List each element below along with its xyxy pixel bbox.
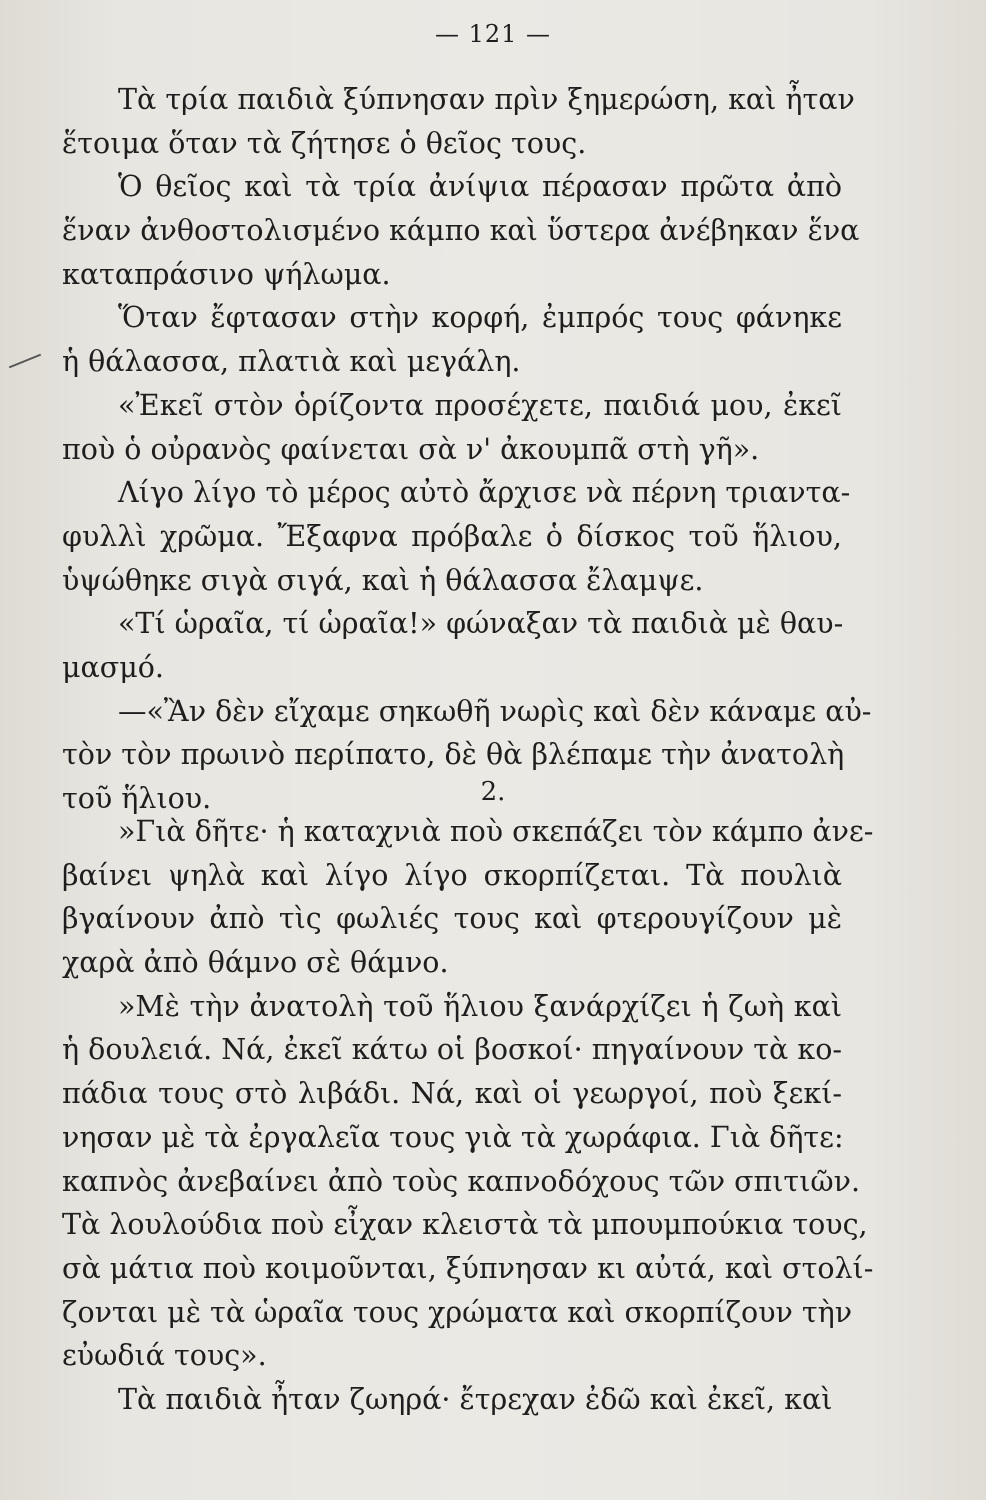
section-number: 2. [480,777,506,807]
text-line: βαίνει ψηλὰ καὶ λίγο λίγο σκορπίζεται. Τὰ πουλιὰ [62,858,842,892]
text-line: Λίγο λίγο τὸ μέρος αὐτὸ ἄρχισε νὰ πέρνη τριαντα- [118,476,851,510]
text-line: τοῦ ἥλιου. [62,782,212,815]
text-line: φυλλὶ χρῶμα. Ἔξαφνα πρόβαλε ὁ δίσκος τοῦ ἥλιου, [62,519,842,553]
text-line: νησαν μὲ τὰ ἐργαλεῖα τους γιὰ τὰ χωράφια. Γιὰ δῆτε: [62,1120,844,1154]
text-line: —«Ἂν δὲν εἴχαμε σηκωθῆ νωρὶς καὶ δὲν κάναμε αὐ- [118,694,872,728]
text-line: «Τί ὡραῖα, τί ὡραῖα!» φώναξαν τὰ παιδιὰ μὲ θαυ- [118,607,844,641]
text-line: ἡ θάλασσα, πλατιὰ καὶ μεγάλη. [62,345,521,379]
text-line: χαρὰ ἀπὸ θάμνο σὲ θάμνο. [62,946,449,980]
section-2-text [62,810,874,1422]
text-line: εὐωδιά τους». [62,1339,267,1373]
margin-pencil-mark [9,354,41,369]
text-line: ἕναν ἀνθοστολισμένο κάμπο καὶ ὕστερα ἀνέβηκαν ἕνα [62,214,860,248]
text-line: σὰ μάτια ποὺ κοιμοῦνται, ξύπνησαν κι αὐτά, καὶ στολί- [62,1251,874,1285]
text-line: ζονται μὲ τὰ ὡραῖα τους χρώματα καὶ σκορπίζουν τὴν [62,1295,853,1329]
text-line: Ὅταν ἔφτασαν στὴν κορφή, ἐμπρός τους φάνηκε [118,301,842,335]
section-1-text [62,78,872,821]
text-line: βγαίνουν ἀπὸ τὶς φωλιές τους καὶ φτερουγίζουν μὲ [62,902,842,936]
text-line: Τὰ λουλούδια ποὺ εἶχαν κλειστὰ τὰ μπουμπούκια τους, [62,1208,868,1242]
text-line: «Ἐκεῖ στὸν ὁρίζοντα προσέχετε, παιδιά μου, ἐκεῖ [118,388,842,422]
text-line: πάδια τους στὸ λιβάδι. Νά, καὶ οἱ γεωργοί, ποὺ ξεκί- [62,1077,842,1111]
text-line: καπνὸς ἀνεβαίνει ἀπὸ τοὺς καπνοδόχους τῶν σπιτιῶν. [62,1164,860,1198]
text-line: ποὺ ὁ οὐρανὸς φαίνεται σὰ ν' ἀκουμπᾶ στὴ γῆ». [62,432,760,466]
text-line: Τὰ παιδιὰ ἦταν ζωηρά· ἔτρεχαν ἐδῶ καὶ ἐκεῖ, καὶ [118,1382,833,1416]
text-line: μασμό. [62,650,164,684]
text-line: »Μὲ τὴν ἀνατολὴ τοῦ ἥλιου ξανάρχίζει ἡ ζωὴ καὶ [118,989,842,1023]
text-line: τὸν τὸν πρωινὸ περίπατο, δὲ θὰ βλέπαμε τὴν ἀνατολὴ [62,738,845,772]
text-line: Ὁ θεῖος καὶ τὰ τρία ἀνίψια πέρασαν πρῶτα ἀπὸ [118,170,842,204]
text-line: ἡ δουλειά. Νά, ἐκεῖ κάτω οἱ βοσκοί· πηγαίνουν τὰ κο- [62,1033,842,1067]
text-line: καταπράσινο ψήλωμα. [62,257,391,291]
text-line: ἕτοιμα ὅταν τὰ ζήτησε ὁ θεῖος τους. [62,126,587,160]
page-number: — 121 — [434,20,552,48]
text-line: ὑψώθηκε σιγὰ σιγά, καὶ ἡ θάλασσα ἔλαμψε. [62,563,704,597]
text-line: Τὰ τρία παιδιὰ ξύπνησαν πρὶν ξημερώση, καὶ ἦταν [118,83,855,116]
text-line: »Γιὰ δῆτε· ἡ καταχνιὰ ποὺ σκεπάζει τὸν κάμπο ἀνε- [118,815,874,848]
